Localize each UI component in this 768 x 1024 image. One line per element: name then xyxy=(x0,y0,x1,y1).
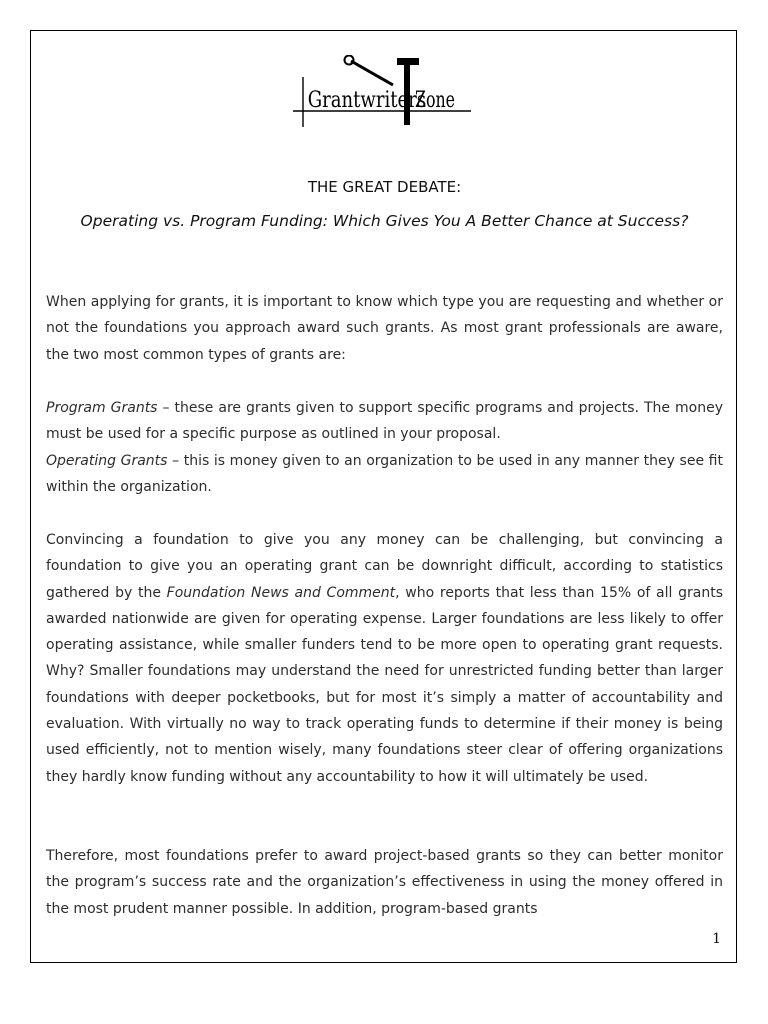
svg-text:Zone xyxy=(415,88,455,113)
definition-operating-text: – this is money given to an organization to be used in any manner they see fit within the organization. xyxy=(46,452,723,495)
definitions-block xyxy=(46,395,723,500)
definition-operating xyxy=(46,448,723,501)
paragraph3-before: Convincing a foundation to give you any money can be challenging, but convincing a foundation to give you an operating grant can be downright difficult, according to statistics gathered by the xyxy=(46,532,723,601)
logo-text-left: Grantwriters xyxy=(307,86,427,113)
paragraph-convincing xyxy=(46,527,723,790)
intro-paragraph xyxy=(46,289,723,368)
svg-text:Grantwriters xyxy=(308,86,426,112)
term-operating-grants: Operating Grants xyxy=(46,452,168,469)
document-title: THE GREAT DEBATE: xyxy=(307,178,462,196)
definition-program-text: – these are grants given to support specific programs and projects. The money must be used for a specific purpose as outlined in your proposal. xyxy=(46,400,723,443)
grantwriters-zone-logo xyxy=(293,55,471,129)
intro-text: When applying for grants, it is important to know which type you are requesting and whether or not the foundations you approach award such grants. As most grant professionals are aware, the two most common types of grants are: xyxy=(46,294,723,363)
paragraph-therefore xyxy=(46,843,723,922)
document-subtitle: Operating vs. Program Funding: Which Gives You A Better Chance at Success? xyxy=(80,212,689,230)
source-publication: Foundation News and Comment xyxy=(166,584,396,601)
paragraph-convincing-text xyxy=(46,527,723,790)
page-number: 1 xyxy=(712,931,721,947)
document-page xyxy=(30,30,737,963)
definition-program xyxy=(46,395,723,448)
term-program-grants: Program Grants xyxy=(46,400,158,416)
paragraph3-after: , who reports that less than 15% of all grants awarded nationwide are given for operating expense. Larger foundations are less likely to offer operating assistance, while smaller funders tend to be more open to operating grant requests. Why? Smaller foundations may understand the need for unrestricted funding better than larger foundations with deeper pocketbooks, but for most it’s simply a matter of accountability and evaluation. With virtually no way to track operating funds to determine if their money is being used efficiently, not to mention wisely, many foundations steer clear of offering organizations they hardly know funding without any accountability to how it will ultimately be used. xyxy=(46,584,723,785)
logo-text-right: Zone xyxy=(415,88,455,113)
paragraph-therefore-text: Therefore, most foundations prefer to award project-based grants so they can better monitor the program’s success rate and the organization’s effectiveness in using the money offered in the most prudent manner possible. In addition, program-based grants xyxy=(46,848,723,917)
